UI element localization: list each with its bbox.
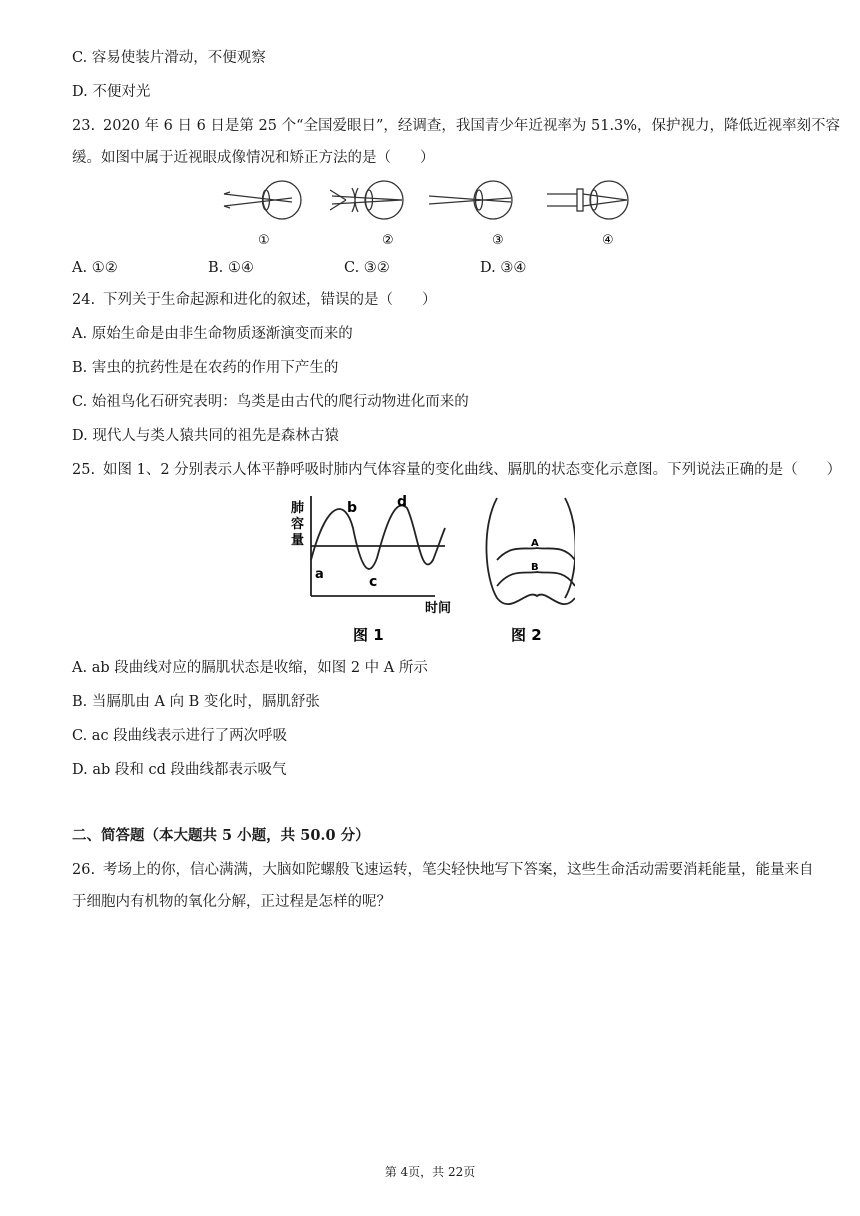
- eye-diagram-2: [330, 181, 403, 219]
- fig1-caption: 图 1: [353, 626, 384, 644]
- fig2-caption: 图 2: [511, 626, 542, 644]
- fig1-ylabel-char-3: 量: [291, 533, 305, 548]
- q26-number: 26.: [72, 862, 96, 878]
- fig1-label-c: c: [369, 574, 378, 590]
- fig2-diaphragm-diagram: [486, 498, 575, 604]
- q25-option-d: D. ab 段和 cd 段曲线都表示吸气: [72, 762, 287, 778]
- q23-option-d: D. ③④: [480, 260, 527, 276]
- section2-heading: 二、简答题（本大题共 5 小题，共 50.0 分）: [72, 827, 370, 844]
- eye-diagram-3: [429, 181, 512, 219]
- eye-label-3: ③: [492, 233, 504, 248]
- fig1-xlabel: 时间: [425, 601, 452, 616]
- eye-label-1: ①: [258, 233, 270, 248]
- q25-option-b: B. 当膈肌由 A 向 B 变化时，膈肌舒张: [72, 694, 320, 710]
- q22-option-c: C. 容易使装片滑动，不便观察: [72, 50, 266, 66]
- q23-option-c: C. ③②: [344, 260, 390, 276]
- q24-number: 24.: [72, 292, 96, 308]
- q25-option-a: A. ab 段曲线对应的膈肌状态是收缩，如图 2 中 A 所示: [72, 660, 428, 676]
- q23-option-b: B. ①④: [208, 260, 254, 276]
- q23-option-a: A. ①②: [72, 260, 118, 276]
- q24-option-c: C. 始祖鸟化石研究表明：鸟类是由古代的爬行动物进化而来的: [72, 394, 469, 410]
- page-footer: 第 4页，共 22页: [384, 1165, 476, 1179]
- fig1-lung-volume-graph: [311, 496, 445, 596]
- q25-option-c: C. ac 段曲线表示进行了两次呼吸: [72, 728, 288, 744]
- fig1-label-a: a: [315, 567, 324, 582]
- q23-eye-figure: [222, 178, 642, 250]
- fig2-label-B: B: [531, 562, 539, 573]
- q23-text-line1: 2020 年 6 日 6 日是第 25 个“全国爱眼日”，经调查，我国青少年近视率为 51.3%，保护视力，降低近视率刻不容: [103, 118, 841, 134]
- fig1-label-b: b: [347, 500, 358, 516]
- fig2-label-A: A: [531, 538, 539, 549]
- q25-text: 如图 1、2 分别表示人体平静呼吸时肺内气体容量的变化曲线、膈肌的状态变化示意图。下列说法正确的是（ ）: [103, 462, 842, 478]
- eye-diagram-4: [547, 181, 628, 219]
- q25-figure: [285, 488, 575, 652]
- fig1-ylabel-char-2: 容: [291, 517, 305, 532]
- q22-option-d: D. 不便对光: [72, 84, 151, 100]
- q26-text-line2: 于细胞内有机物的氧化分解，正过程是怎样的呢？: [72, 894, 391, 910]
- q24-option-b: B. 害虫的抗药性是在农药的作用下产生的: [72, 360, 339, 376]
- eye-diagram-1: [224, 181, 301, 219]
- fig1-ylabel-char-1: 肺: [291, 501, 305, 516]
- q24-option-d: D. 现代人与类人猿共同的祖先是森林古猿: [72, 428, 339, 444]
- q23-number: 23.: [72, 118, 96, 134]
- fig1-label-d: d: [397, 494, 408, 510]
- q24-text: 下列关于生命起源和进化的叙述，错误的是（ ）: [103, 292, 437, 308]
- eye-label-2: ②: [382, 233, 394, 248]
- eye-label-4: ④: [602, 233, 614, 248]
- q25-number: 25.: [72, 462, 96, 478]
- q26-text-line1: 考场上的你，信心满满，大脑如陀螺般飞速运转，笔尖轻快地写下答案，这些生命活动需要消耗能量，能量来自: [103, 862, 814, 878]
- q24-option-a: A. 原始生命是由非生命物质逐渐演变而来的: [72, 326, 353, 342]
- q23-text-line2: 缓。如图中属于近视眼成像情况和矫正方法的是（ ）: [72, 150, 435, 166]
